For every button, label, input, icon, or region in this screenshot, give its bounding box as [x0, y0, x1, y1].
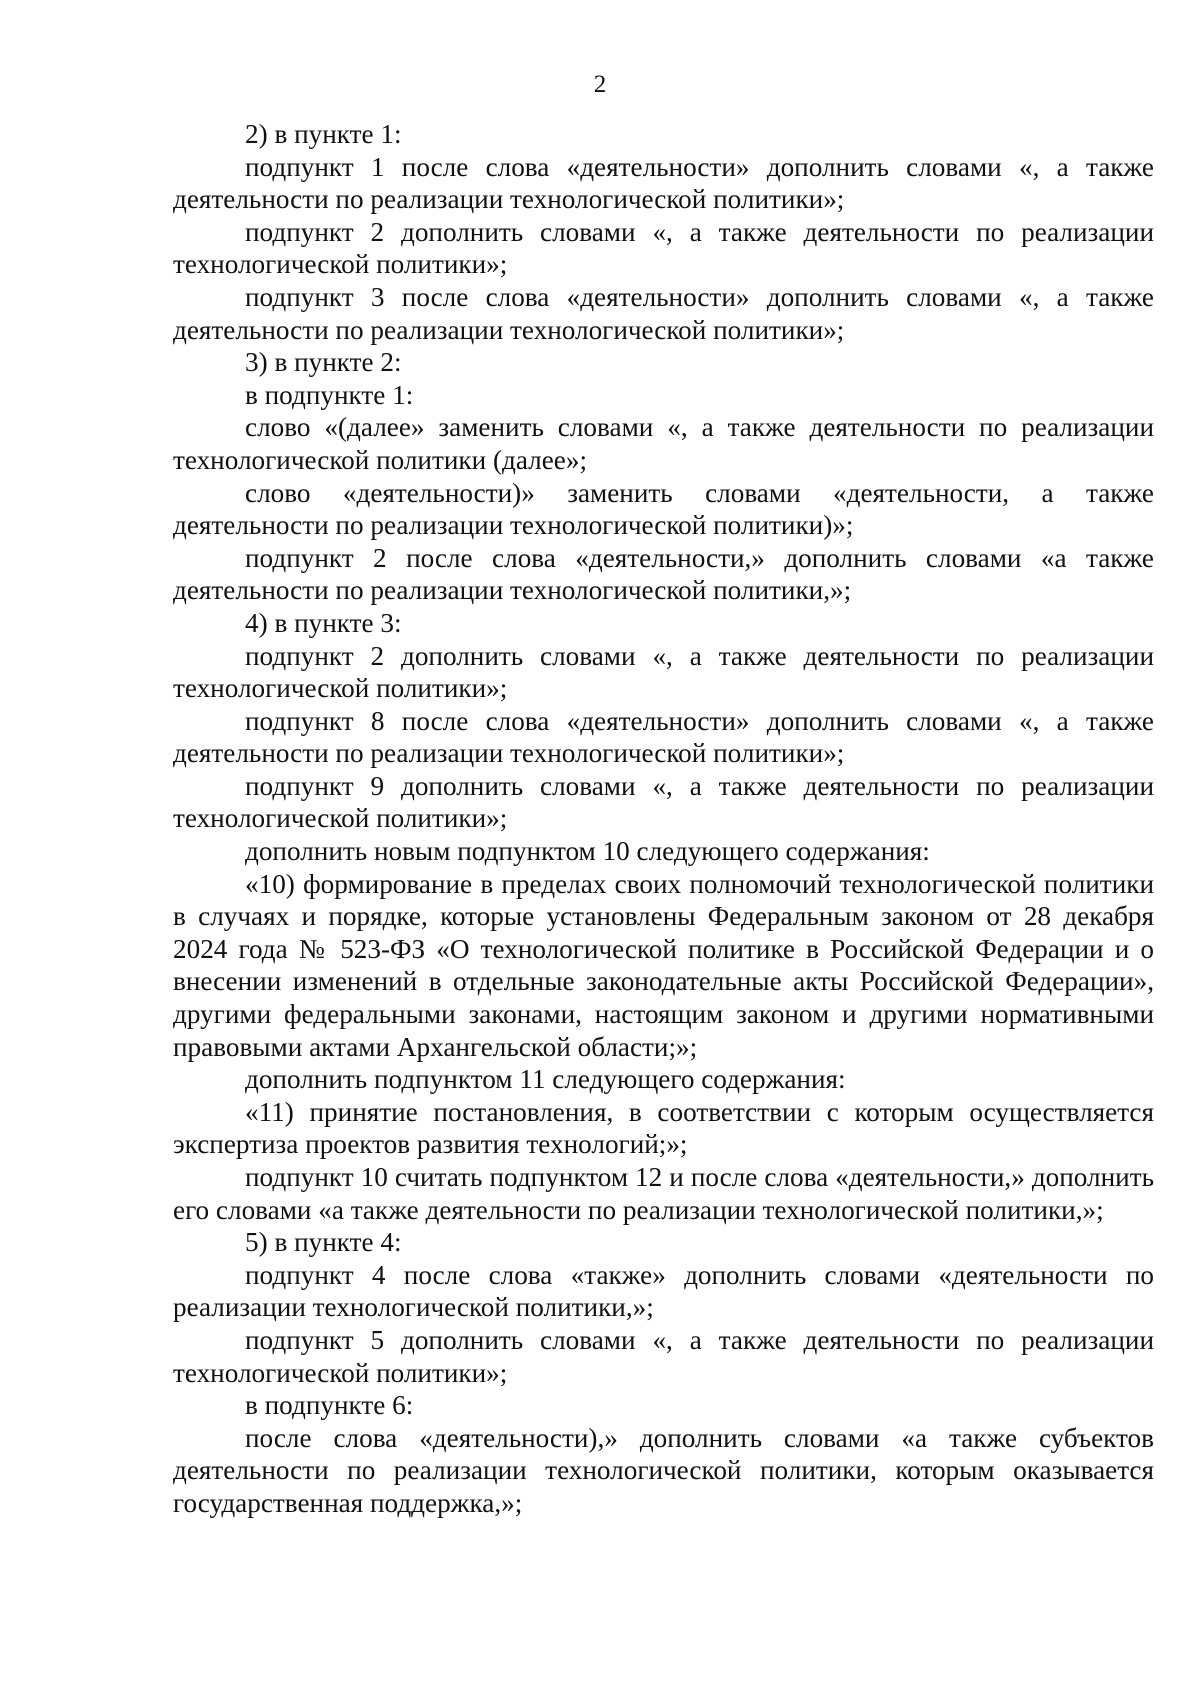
paragraph: 5) в пункте 4:	[245, 1227, 402, 1258]
paragraph: подпункт 10 считать подпунктом 12 и после слова «деятельности,» дополнить его словами «а также деятельности по реализации технологической политики,»;	[173, 1162, 1154, 1225]
paragraph: подпункт 9 дополнить словами «, а также деятельности по реализации технологической политики»;	[173, 770, 1154, 834]
document-body	[173, 118, 1154, 1520]
paragraph: слово «(далее» заменить словами «, а также деятельности по реализации технологической политики (далее»;	[173, 412, 1154, 475]
paragraph: в подпункте 6:	[245, 1390, 414, 1421]
paragraph: дополнить новым подпунктом 10 следующего содержания:	[245, 836, 930, 867]
paragraph: после слова «деятельности),» дополнить словами «а также субъектов деятельности по реализации технологической политики, которым оказывается государственная поддержка,»;	[173, 1422, 1154, 1518]
paragraph: слово «деятельности)» заменить словами «деятельности, а также деятельности по реализации технологической политики)»;	[173, 477, 1154, 541]
paragraph: «11) принятие постановления, в соответствии с которым осуществляется экспертиза проектов развития технологий;»;	[173, 1096, 1154, 1160]
paragraph: 2) в пункте 1:	[245, 119, 402, 149]
paragraph: подпункт 4 после слова «также» дополнить словами «деятельности по реализации технологической политики,»;	[173, 1259, 1154, 1323]
paragraph: в подпункте 1:	[245, 379, 414, 410]
paragraph: «10) формирование в пределах своих полномочий технологической политики в случаях и порядке, которые установлены Федеральным законом от 28 декабря 2024 года № 523-ФЗ «О технологической политике в Российской Федерации и о внесении изменений в отдельные законодательные акты Российской Федерации», другими федеральными законами, настоящим законом и другими нормативными правовыми актами Архангельской области;»;	[173, 868, 1154, 1062]
paragraph: 4) в пункте 3:	[245, 607, 402, 638]
page-number: 2	[593, 71, 607, 98]
paragraph: подпункт 2 дополнить словами «, а также деятельности по реализации технологической политики»;	[173, 216, 1154, 280]
paragraph: подпункт 2 после слова «деятельности,» дополнить словами «а также деятельности по реализации технологической политики,»;	[173, 542, 1154, 606]
paragraph: 3) в пункте 2:	[245, 347, 402, 378]
paragraph: подпункт 3 после слова «деятельности» дополнить словами «, а также деятельности по реализации технологической политики»;	[173, 281, 1154, 345]
paragraph: подпункт 1 после слова «деятельности» дополнить словами «, а также деятельности по реализации технологической политики»;	[173, 151, 1154, 215]
paragraph: подпункт 5 дополнить словами «, а также деятельности по реализации технологической политики»;	[173, 1324, 1154, 1388]
paragraph: дополнить подпунктом 11 следующего содержания:	[245, 1064, 846, 1095]
paragraph: подпункт 8 после слова «деятельности» дополнить словами «, а также деятельности по реализации технологической политики»;	[173, 705, 1154, 769]
paragraph: подпункт 2 дополнить словами «, а также деятельности по реализации технологической политики»;	[173, 640, 1154, 704]
